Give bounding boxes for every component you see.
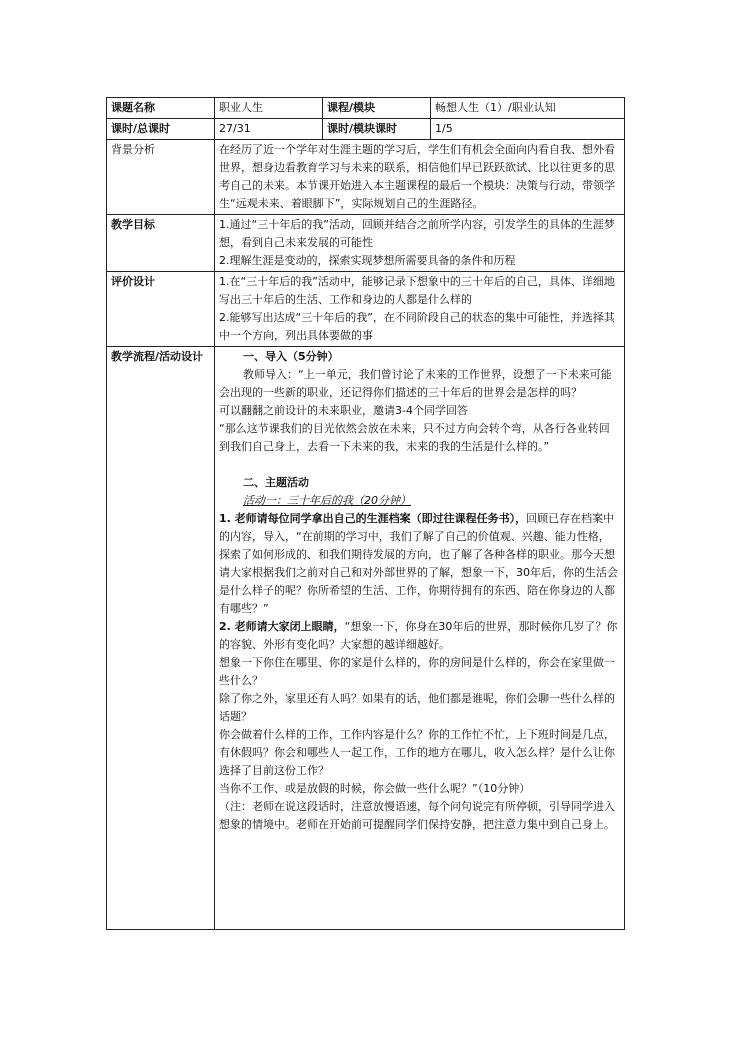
course-name-label: 课题名称 bbox=[107, 98, 215, 119]
note-paragraph: （注：老师在说这段话时，注意放慢语速，每个问句说完有所停顿，引导同学进入想象的情境中。老师在开始前可提醒同学们保持安静，把注意力集中到自己身上。 bbox=[219, 800, 615, 831]
evaluation-label: 评价设计 bbox=[107, 272, 215, 347]
goals-content bbox=[215, 215, 625, 272]
goals-label: 教学目标 bbox=[107, 215, 215, 272]
evaluation-content bbox=[215, 272, 625, 347]
evaluation-row bbox=[107, 272, 625, 347]
background-text: 在经历了近一个学年对生涯主题的学习后，学生们有机会全面向内看自我、想外看世界，想身边看教育学习与未来的联系，相信他们早已跃跃欲试、比以往更多的思考自己的未来。本节课开始进入本主题课程的最后一个模块：决策与行动，带领学生“远观未来、着眼脚下”，实际规划自己的生涯路径。 bbox=[215, 140, 625, 215]
course-name-value: 职业人生 bbox=[215, 98, 323, 119]
period-label: 课时/总课时 bbox=[107, 119, 215, 140]
goal-item: 1.通过“三十年后的我”活动，回顾并结合之前所学内容，引发学生的具体的生涯梦想，看到自己未来发展的可能性 bbox=[219, 218, 615, 249]
module-period-label: 课时/模块课时 bbox=[323, 119, 431, 140]
header-row-2 bbox=[107, 119, 625, 140]
prompt-paragraph: 你会做着什么样的工作，工作内容是什么？你的工作忙不忙，上下班时间是几点，有休假吗？你会和哪些人一起工作，工作的地方在哪儿，收入怎么样？是什么让你选择了目前这份工作？ bbox=[219, 728, 615, 777]
step-lead: 1. 老师请每位同学拿出自己的生涯档案（即过往课程任务书）， bbox=[219, 512, 527, 525]
intro-paragraph: “那么这节课我们的目光依然会放在未来，只不过方向会转个弯，从各行各业转回到我们自己身上，去看一下未来的我，未来的我的生活是什么样的。” bbox=[219, 422, 610, 453]
background-row bbox=[107, 140, 625, 215]
goals-row bbox=[107, 215, 625, 272]
section-heading-intro: 一、导入（5分钟） bbox=[243, 350, 339, 363]
step-paragraph bbox=[219, 510, 620, 618]
flow-label: 教学流程/活动设计 bbox=[107, 347, 215, 930]
module-period-value: 1/5 bbox=[431, 119, 625, 140]
flow-body bbox=[219, 348, 620, 928]
lesson-plan-page bbox=[106, 97, 624, 930]
evaluation-item: 2.能够写出达成“三十年后的我”，在不同阶段自己的状态的集中可能性，并选择其中一个方向，列出具体要做的事 bbox=[219, 311, 615, 342]
step-text: “想象一下，你身在30年后的世界，那时候你几岁了？你的容貌、外形有变化吗？大家想的越详细越好。 bbox=[219, 620, 618, 651]
header-row-1 bbox=[107, 98, 625, 119]
goal-item: 2.理解生涯是变动的，探索实现梦想所需要具备的条件和历程 bbox=[219, 254, 516, 267]
prompt-paragraph: 除了你之外，家里还有人吗？如果有的话，他们都是谁呢，你们会聊一些什么样的话题？ bbox=[219, 692, 615, 723]
step-paragraph bbox=[219, 618, 620, 654]
lesson-plan-table bbox=[106, 97, 625, 930]
activity-title: 活动一：三十年后的我（20分钟） bbox=[243, 494, 411, 507]
intro-paragraph: 可以翻翻之前设计的未来职业，邀请3-4个同学回答 bbox=[219, 404, 468, 417]
prompt-paragraph: 想象一下你住在哪里、你的家是什么样的，你的房间是什么样的，你会在家里做一些什么？ bbox=[219, 656, 615, 687]
evaluation-item: 1.在“三十年后的我”活动中，能够记录下想象中的三十年后的自己，具体、详细地写出三十年后的生活、工作和身边的人都是什么样的 bbox=[219, 275, 615, 306]
step-text: 回顾已存在档案中的内容，导入，“在前期的学习中，我们了解了自己的价值观、兴趣、能力性格，探索了如何形成的、和我们期待发展的方向，也了解了各种各样的职业。那今天想请大家根据我们之前对自己和对外部世界的了解，想象一下，30年后，你的生活会是什么样子的呢？你所希望的生活、工作，你期待拥有的东西、陪在你身边的人都有哪些？” bbox=[219, 512, 618, 615]
background-label: 背景分析 bbox=[107, 140, 215, 215]
period-value: 27/31 bbox=[215, 119, 323, 140]
section-heading-activity: 二、主题活动 bbox=[243, 476, 309, 489]
module-label: 课程/模块 bbox=[323, 98, 431, 119]
flow-row bbox=[107, 347, 625, 930]
step-lead: 2. 老师请大家闭上眼睛， bbox=[219, 620, 345, 633]
module-value: 畅想人生（1）/职业认知 bbox=[431, 98, 625, 119]
prompt-paragraph: 当你不工作、或是放假的时候，你会做一些什么呢？”（10分钟） bbox=[219, 782, 531, 795]
intro-paragraph: 教师导入：“上一单元，我们曾讨论了未来的工作世界，设想了一下未来可能会出现的一些新的职业，还记得你们描述的三十年后的世界会是怎样的吗？ bbox=[219, 368, 612, 399]
flow-content bbox=[215, 347, 625, 930]
spacer bbox=[219, 456, 620, 474]
